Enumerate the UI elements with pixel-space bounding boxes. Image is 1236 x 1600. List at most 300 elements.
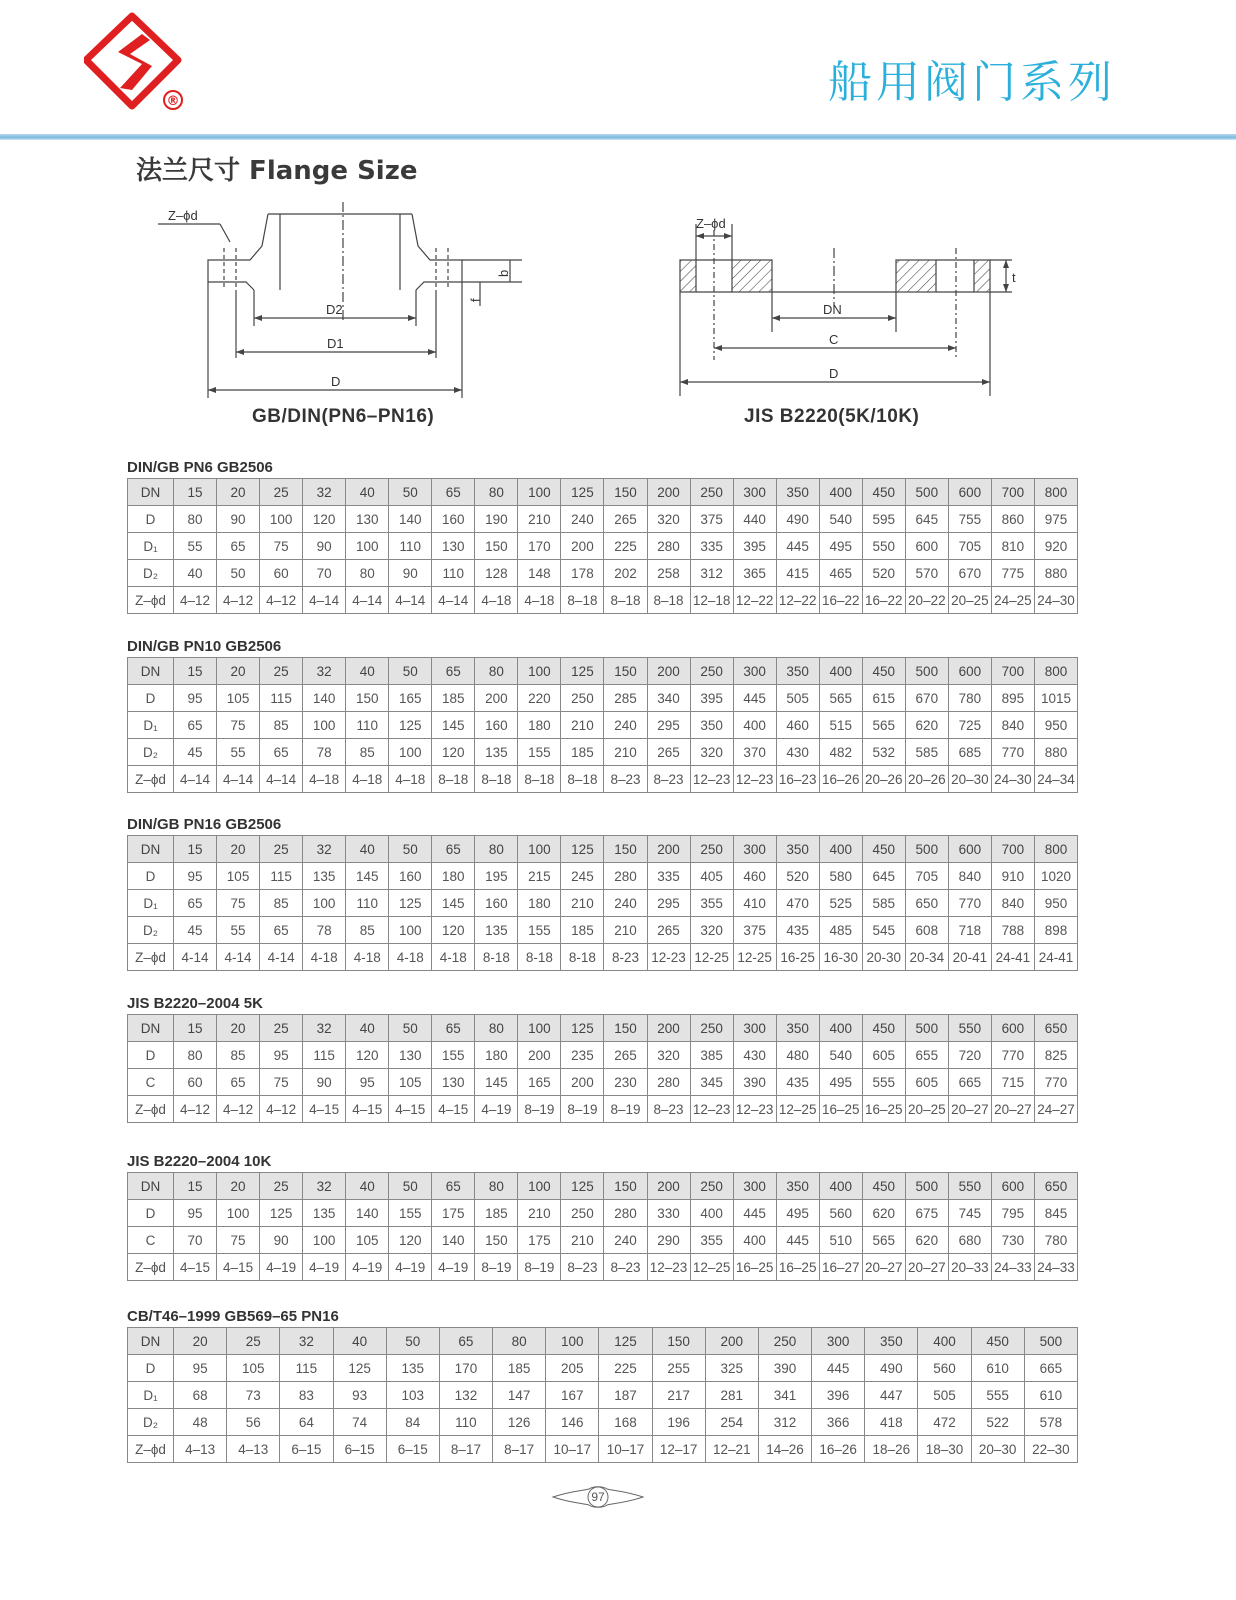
row-label-cell: Z–ϕd	[128, 766, 174, 793]
dn-header-cell: 400	[819, 836, 862, 863]
table-cell: 6–15	[333, 1436, 386, 1463]
dn-header-cell: 125	[561, 836, 604, 863]
dn-header-cell: 15	[174, 658, 217, 685]
table-cell: 20–30	[948, 766, 991, 793]
table-cell: 120	[432, 739, 475, 766]
table-cell: 485	[819, 917, 862, 944]
row-label-cell: Z–ϕd	[128, 587, 174, 614]
dn-header-cell: 50	[389, 479, 432, 506]
table-cell: 840	[991, 712, 1034, 739]
table-cell: 20–33	[948, 1254, 991, 1281]
table-cell: 78	[303, 739, 346, 766]
table-cell: 755	[948, 506, 991, 533]
table-cell: 18–26	[865, 1436, 918, 1463]
table-cell: 580	[819, 863, 862, 890]
table-cell: 8–18	[647, 587, 690, 614]
table-cell: 8–19	[561, 1096, 604, 1123]
table-cell: 254	[705, 1409, 758, 1436]
table-cell: 100	[389, 739, 432, 766]
table-cell: 160	[475, 712, 518, 739]
dn-header-cell: 100	[518, 1173, 561, 1200]
table-header-row	[128, 1015, 1078, 1042]
table-cell: 447	[865, 1382, 918, 1409]
dn-header-cell: 250	[758, 1328, 811, 1355]
table-cell: 265	[647, 917, 690, 944]
table-cell: 715	[991, 1069, 1034, 1096]
table-cell: 85	[217, 1042, 260, 1069]
table-cell: 540	[819, 1042, 862, 1069]
table-cell: 145	[475, 1069, 518, 1096]
diagram-label-c: C	[829, 332, 839, 347]
table-cell: 48	[174, 1409, 227, 1436]
row-label-cell: D₂	[128, 917, 174, 944]
table-cell: 120	[303, 506, 346, 533]
row-label-cell: Z–ϕd	[128, 1254, 174, 1281]
table-cell: 125	[260, 1200, 303, 1227]
table-cell: 12–23	[690, 766, 733, 793]
table-cell: 130	[432, 533, 475, 560]
dn-header-cell: 450	[862, 1173, 905, 1200]
table-cell: 550	[862, 533, 905, 560]
jis-flange-diagram	[672, 210, 1032, 400]
table-row	[128, 766, 1078, 793]
table-cell: 355	[690, 1227, 733, 1254]
dn-header-cell: 65	[432, 1173, 475, 1200]
dn-header-cell: 100	[518, 836, 561, 863]
table-cell: 255	[652, 1355, 705, 1382]
row-label-cell: C	[128, 1069, 174, 1096]
dn-header-cell: 250	[690, 1173, 733, 1200]
table-cell: 545	[862, 917, 905, 944]
table-cell: 520	[776, 863, 819, 890]
table-cell: 135	[386, 1355, 439, 1382]
table-cell: 180	[475, 1042, 518, 1069]
table-cell: 4–12	[217, 1096, 260, 1123]
table-cell: 105	[389, 1069, 432, 1096]
table-cell: 70	[174, 1227, 217, 1254]
diagram-label-d: D	[331, 374, 341, 389]
table-cell: 615	[862, 685, 905, 712]
table-cell: 12–17	[652, 1436, 705, 1463]
table-cell: 665	[948, 1069, 991, 1096]
table-cell: 565	[862, 1227, 905, 1254]
table-cell: 56	[227, 1409, 280, 1436]
table-row	[128, 1227, 1078, 1254]
table-cell: 12–23	[647, 1254, 690, 1281]
table-cell: 285	[604, 685, 647, 712]
table-cell: 83	[280, 1382, 333, 1409]
table-cbt46-pn16	[127, 1307, 1077, 1463]
table-cell: 105	[217, 863, 260, 890]
table-cell: 210	[518, 1200, 561, 1227]
table-cell: 705	[948, 533, 991, 560]
diagram-label-d1: D1	[327, 336, 344, 351]
row-label-cell: Z–ϕd	[128, 1096, 174, 1123]
table-cell: 80	[346, 560, 389, 587]
table-cell: 16–25	[776, 1254, 819, 1281]
table-cell: 75	[217, 890, 260, 917]
dn-header-cell: 150	[604, 1015, 647, 1042]
row-label-cell: D₁	[128, 1382, 174, 1409]
table-cell: 600	[905, 533, 948, 560]
table-cell: 8-18	[518, 944, 561, 971]
row-label-cell: DN	[128, 479, 174, 506]
dn-header-cell: 80	[475, 479, 518, 506]
table-row	[128, 533, 1078, 560]
table-cell: 20–27	[862, 1254, 905, 1281]
table-cell: 16–22	[862, 587, 905, 614]
table-cell: 148	[518, 560, 561, 587]
gb-din-flange-diagram	[150, 198, 540, 408]
table-cell: 4–12	[260, 1096, 303, 1123]
table-header-row	[128, 658, 1078, 685]
table-cell: 520	[862, 560, 905, 587]
table-cell: 120	[432, 917, 475, 944]
dn-header-cell: 40	[333, 1328, 386, 1355]
table-cell: 120	[346, 1042, 389, 1069]
dn-header-cell: 32	[280, 1328, 333, 1355]
table-cell: 4–14	[303, 587, 346, 614]
table-cell: 8–18	[475, 766, 518, 793]
table-cell: 105	[217, 685, 260, 712]
table-cell: 495	[819, 533, 862, 560]
table-cell: 325	[705, 1355, 758, 1382]
table-cell: 12–23	[733, 1096, 776, 1123]
table-cell: 4–19	[346, 1254, 389, 1281]
row-label-cell: D	[128, 1042, 174, 1069]
table-cell: 4–18	[518, 587, 561, 614]
dn-header-cell: 450	[862, 658, 905, 685]
dn-header-cell: 800	[1034, 658, 1077, 685]
table-cell: 770	[948, 890, 991, 917]
table-cell: 220	[518, 685, 561, 712]
table-cell: 210	[561, 712, 604, 739]
table-cell: 90	[389, 560, 432, 587]
table-cell: 215	[518, 863, 561, 890]
table-cell: 10–17	[546, 1436, 599, 1463]
table-cell: 12-23	[647, 944, 690, 971]
table-cell: 145	[346, 863, 389, 890]
table-cell: 125	[333, 1355, 386, 1382]
table-cell: 140	[389, 506, 432, 533]
row-label-cell: DN	[128, 836, 174, 863]
table-cell: 178	[561, 560, 604, 587]
table-cell: 445	[733, 1200, 776, 1227]
table-cell: 16–26	[819, 766, 862, 793]
table-cell: 180	[518, 890, 561, 917]
table-cell: 100	[303, 890, 346, 917]
table-cell: 4–13	[174, 1436, 227, 1463]
table-cell: 8–19	[604, 1096, 647, 1123]
table-cell: 395	[733, 533, 776, 560]
table-cell: 145	[432, 712, 475, 739]
table-cell: 605	[862, 1042, 905, 1069]
dn-header-cell: 600	[991, 1015, 1034, 1042]
table-cell: 84	[386, 1409, 439, 1436]
dn-header-cell: 450	[862, 836, 905, 863]
table-header-row	[128, 1328, 1078, 1355]
table-cell: 175	[432, 1200, 475, 1227]
table-cell: 780	[948, 685, 991, 712]
table-cell: 605	[905, 1069, 948, 1096]
table-row	[128, 560, 1078, 587]
dn-header-cell: 500	[905, 1015, 948, 1042]
table-cell: 290	[647, 1227, 690, 1254]
dn-header-cell: 200	[647, 658, 690, 685]
diagram-label-zd: Z–ϕd	[168, 208, 198, 223]
table-cell: 795	[991, 1200, 1034, 1227]
table-cell: 4-14	[260, 944, 303, 971]
table-cell: 620	[905, 712, 948, 739]
table-cell: 505	[776, 685, 819, 712]
gb-din-diagram-caption: GB/DIN(PN6–PN16)	[252, 406, 435, 427]
table-cell: 480	[776, 1042, 819, 1069]
table-cell: 6–15	[280, 1436, 333, 1463]
table-cell: 12–25	[690, 1254, 733, 1281]
table-cell: 55	[217, 739, 260, 766]
table-cell: 60	[174, 1069, 217, 1096]
table-cell: 65	[174, 712, 217, 739]
table-cell: 225	[604, 533, 647, 560]
table-cell: 135	[475, 917, 518, 944]
table-title: CB/T46–1999 GB569–65 PN16	[127, 1308, 339, 1325]
table-cell: 115	[260, 685, 303, 712]
table-cell: 345	[690, 1069, 733, 1096]
table-cell: 16–25	[862, 1096, 905, 1123]
table-cell: 8-18	[475, 944, 518, 971]
table-cell: 4-14	[174, 944, 217, 971]
table-din-gb-pn6	[127, 458, 1077, 614]
table-cell: 12-25	[690, 944, 733, 971]
table-cell: 16–27	[819, 1254, 862, 1281]
table-cell: 770	[991, 739, 1034, 766]
diagram-label-t: t	[1012, 270, 1016, 285]
table-cell: 130	[346, 506, 389, 533]
table-cell: 175	[518, 1227, 561, 1254]
table-cell: 860	[991, 506, 1034, 533]
table-cell: 410	[733, 890, 776, 917]
dn-header-cell: 250	[690, 658, 733, 685]
table-cell: 895	[991, 685, 1034, 712]
table-cell: 8–17	[493, 1436, 546, 1463]
table-cell: 78	[303, 917, 346, 944]
table-cell: 185	[561, 739, 604, 766]
table-cell: 320	[647, 1042, 690, 1069]
table-cell: 110	[432, 560, 475, 587]
table-cell: 585	[862, 890, 905, 917]
table-cell: 73	[227, 1382, 280, 1409]
table-cell: 280	[647, 1069, 690, 1096]
table-cell: 12–25	[776, 1096, 819, 1123]
dn-header-cell: 600	[948, 658, 991, 685]
table-cell: 14–26	[758, 1436, 811, 1463]
table-cell: 505	[918, 1382, 971, 1409]
table-cell: 128	[475, 560, 518, 587]
dn-header-cell: 650	[1034, 1015, 1077, 1042]
table-cell: 20–30	[971, 1436, 1024, 1463]
table-cell: 20–25	[948, 587, 991, 614]
table-cell: 170	[518, 533, 561, 560]
table-cell: 4–14	[432, 587, 475, 614]
table-cell: 74	[333, 1409, 386, 1436]
table-cell: 160	[389, 863, 432, 890]
table-row	[128, 685, 1078, 712]
table-din-gb-pn16	[127, 815, 1077, 971]
dn-header-cell: 40	[346, 1015, 389, 1042]
row-label-cell: Z–ϕd	[128, 944, 174, 971]
table-cell: 4–19	[475, 1096, 518, 1123]
row-label-cell: D₁	[128, 890, 174, 917]
table-cell: 910	[991, 863, 1034, 890]
table-cell: 578	[1024, 1409, 1077, 1436]
dn-header-cell: 40	[346, 479, 389, 506]
dn-header-cell: 600	[948, 836, 991, 863]
table-cell: 65	[217, 1069, 260, 1096]
table-cell: 200	[475, 685, 518, 712]
dn-header-cell: 125	[599, 1328, 652, 1355]
dn-header-cell: 650	[1034, 1173, 1077, 1200]
table-cell: 675	[905, 1200, 948, 1227]
dn-header-cell: 80	[475, 836, 518, 863]
dn-header-cell: 150	[604, 1173, 647, 1200]
table-cell: 610	[1024, 1382, 1077, 1409]
table-cell: 335	[647, 863, 690, 890]
table-cell: 490	[776, 506, 819, 533]
dn-header-cell: 40	[346, 658, 389, 685]
dn-header-cell: 600	[948, 479, 991, 506]
table-cell: 565	[862, 712, 905, 739]
dn-header-cell: 550	[948, 1173, 991, 1200]
table-cell: 90	[260, 1227, 303, 1254]
table-cell: 8–18	[561, 766, 604, 793]
table-cell: 8-23	[604, 944, 647, 971]
table-cell: 585	[905, 739, 948, 766]
dn-header-cell: 20	[217, 658, 260, 685]
table-cell: 20-30	[862, 944, 905, 971]
dn-header-cell: 350	[865, 1328, 918, 1355]
table-cell: 720	[948, 1042, 991, 1069]
table-cell: 8-18	[561, 944, 604, 971]
table-cell: 90	[303, 1069, 346, 1096]
table-cell: 340	[647, 685, 690, 712]
table-cell: 140	[346, 1200, 389, 1227]
table-jis-10k	[127, 1152, 1077, 1281]
table-cell: 20-34	[905, 944, 948, 971]
table-cell: 370	[733, 739, 776, 766]
table-cell: 24–30	[991, 766, 1034, 793]
table-cell: 85	[260, 890, 303, 917]
dn-header-cell: 80	[493, 1328, 546, 1355]
table-cell: 135	[303, 1200, 346, 1227]
dn-header-cell: 80	[475, 1015, 518, 1042]
table-cell: 4–18	[346, 766, 389, 793]
row-label-cell: C	[128, 1227, 174, 1254]
table-cell: 55	[217, 917, 260, 944]
table-cell: 745	[948, 1200, 991, 1227]
dn-header-cell: 20	[217, 1015, 260, 1042]
table-cell: 770	[991, 1042, 1034, 1069]
table-cell: 4–14	[260, 766, 303, 793]
table-cell: 610	[971, 1355, 1024, 1382]
dn-header-cell: 200	[705, 1328, 758, 1355]
table-cell: 230	[604, 1069, 647, 1096]
table-cell: 4–14	[389, 587, 432, 614]
dn-header-cell: 250	[690, 479, 733, 506]
table-cell: 65	[217, 533, 260, 560]
dn-header-cell: 300	[733, 658, 776, 685]
table-cell: 4-18	[303, 944, 346, 971]
table-cell: 185	[493, 1355, 546, 1382]
table-header-row	[128, 836, 1078, 863]
table-cell: 320	[647, 506, 690, 533]
dn-header-cell: 200	[647, 1015, 690, 1042]
table-cell: 950	[1034, 890, 1077, 917]
table-cell: 620	[905, 1227, 948, 1254]
table-cell: 115	[280, 1355, 333, 1382]
table-cell: 210	[518, 506, 561, 533]
table-row	[128, 944, 1078, 971]
table-cell: 103	[386, 1382, 439, 1409]
dn-header-cell: 80	[475, 658, 518, 685]
dn-header-cell: 200	[647, 479, 690, 506]
table-cell: 145	[432, 890, 475, 917]
table-cell: 4–12	[174, 1096, 217, 1123]
table-cell: 335	[690, 533, 733, 560]
dn-header-cell: 800	[1034, 836, 1077, 863]
table-cell: 12–18	[690, 587, 733, 614]
table-cell: 110	[439, 1409, 492, 1436]
table-cell: 12–22	[733, 587, 776, 614]
dn-header-cell: 50	[389, 1015, 432, 1042]
table-title: JIS B2220–2004 10K	[127, 1153, 272, 1170]
dn-header-cell: 100	[518, 1015, 561, 1042]
table-cell: 670	[948, 560, 991, 587]
table-cell: 185	[561, 917, 604, 944]
dn-header-cell: 300	[733, 1173, 776, 1200]
table-cell: 265	[647, 739, 690, 766]
table-cell: 718	[948, 917, 991, 944]
dn-header-cell: 350	[776, 479, 819, 506]
table-cell: 4–15	[346, 1096, 389, 1123]
table-row	[128, 506, 1078, 533]
table-cell: 525	[819, 890, 862, 917]
table-row	[128, 1436, 1078, 1463]
table-cell: 200	[518, 1042, 561, 1069]
table-cell: 495	[819, 1069, 862, 1096]
dn-header-cell: 125	[561, 658, 604, 685]
table-cell: 400	[733, 712, 776, 739]
table-cell: 24–25	[991, 587, 1034, 614]
table-cell: 245	[561, 863, 604, 890]
table-cell: 65	[260, 739, 303, 766]
table-cell: 40	[174, 560, 217, 587]
table-cell: 55	[174, 533, 217, 560]
dn-header-cell: 200	[647, 1173, 690, 1200]
table-cell: 130	[389, 1042, 432, 1069]
diagram-label-d2: D2	[326, 302, 343, 317]
table-cell: 16–26	[812, 1436, 865, 1463]
dn-header-cell: 250	[690, 1015, 733, 1042]
table-cell: 132	[439, 1382, 492, 1409]
dn-header-cell: 32	[303, 479, 346, 506]
table-cell: 93	[333, 1382, 386, 1409]
row-label-cell: D	[128, 685, 174, 712]
table-cell: 4–18	[475, 587, 518, 614]
table-cell: 24-41	[1034, 944, 1077, 971]
table-cell: 155	[432, 1042, 475, 1069]
table-cell: 280	[604, 863, 647, 890]
table-row	[128, 1382, 1078, 1409]
